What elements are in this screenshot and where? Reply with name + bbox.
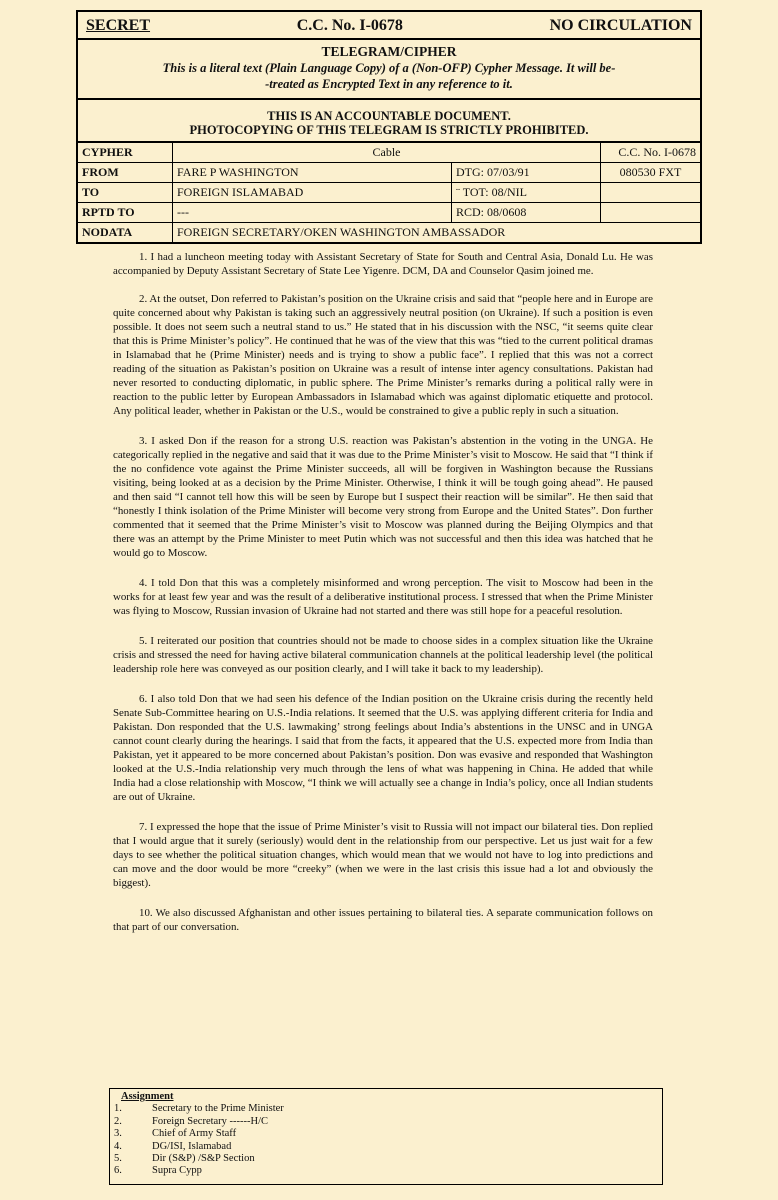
assignment-heading: Assignment: [121, 1091, 174, 1102]
assignment-text: Foreign Secretary ------H/C: [152, 1115, 269, 1127]
assignment-text: DG/ISI, Islamabad: [152, 1140, 232, 1152]
paragraph-3: 3. I asked Don if the reason for a strong U.S. reaction was Pakistan’s abstention in the voting in the UNGA. He categorically replied in the negative and said that it was due to the Prime Minister’s visit to Moscow. He said that “I think if the no confidence vote against the Prime Minister succeeds, all will be forgiven in Washington because the Russians visiting, being looked at as a decision by the Prime Minister. Otherwise, I think it will be tough going ahead”. He paused and then said “I cannot tell how this will be seen by Europe but I suspect their reaction will be similar”. He then said that “honestly I think isolation of the Prime Minister will become very strong from Europe and the United States”. Don further commented that it seemed that the Prime Minister’s visit to Moscow was planned during the Beijing Olympics and that there was an attempt by the Prime Minister to meet Putin which was not successful and then this idea was hatched that he would go to Moscow.: [113, 435, 653, 559]
rcd-value: RCD: 08/0608: [452, 203, 601, 223]
nodata-label: NODATA: [78, 223, 173, 243]
assignment-num: 6.: [114, 1165, 122, 1177]
assignment-num: 1.: [114, 1103, 122, 1115]
telegram-title: TELEGRAM/CIPHER: [321, 44, 457, 59]
paragraph-5: 5. I reiterated our position that countries should not be made to choose sides in a complex situation like the Ukraine crisis and stressed the need for having active bilateral communication channels at the political leadership level (the political leadership role here was conveyed as our position clearly, and I will take it back to my leadership).: [113, 635, 653, 675]
cypher-row: [78, 143, 700, 163]
assignment-item: [110, 1103, 662, 1115]
from-row: [78, 163, 700, 183]
secret-label: SECRET: [86, 17, 151, 34]
rptd-value: ---: [173, 203, 452, 223]
to-value: FOREIGN ISLAMABAD: [173, 183, 452, 203]
telegram-title-box: [78, 40, 700, 100]
assignment-item: [110, 1165, 662, 1177]
rptd-label: RPTD TO: [78, 203, 173, 223]
paragraph-1: 1. I had a luncheon meeting today with Assistant Secretary of State for South and Central Asia, Donald Lu. He was accompanied by Deputy Assistant Secretary of State Lee Yigenre. DCM, DA and Counselor Qasim joined me.: [113, 251, 653, 277]
rptd-row: [78, 203, 700, 223]
accountable-line-1: THIS IS AN ACCOUNTABLE DOCUMENT.: [267, 109, 511, 123]
assignment-box: [109, 1088, 663, 1185]
dtg-value: DTG: 07/03/91: [452, 163, 601, 183]
nodata-value: FOREIGN SECRETARY/OKEN WASHINGTON AMBASSADOR: [173, 223, 701, 243]
tot-value: ¨ TOT: 08/NIL: [452, 183, 601, 203]
accountable-notice: [78, 100, 700, 143]
dtg-time: 080530 FXT: [601, 163, 701, 183]
rcd-empty: [601, 203, 701, 223]
cypher-cc: C.C. No. I-0678: [601, 143, 701, 163]
assignment-text: Dir (S&P) /S&P Section: [152, 1153, 255, 1165]
assignment-item: [110, 1128, 662, 1140]
nodata-row: [78, 223, 700, 243]
classification-row: [78, 12, 700, 40]
circulation-label: NO CIRCULATION: [549, 17, 692, 34]
assignment-item: [110, 1116, 662, 1128]
assignment-num: 5.: [114, 1153, 122, 1165]
assignment-text: Supra Cypp: [152, 1165, 202, 1177]
cc-number: C.C. No. I-0678: [296, 17, 403, 34]
paragraph-4: 4. I told Don that this was a completely misinformed and wrong perception. The visit to Moscow had been in the works for at least few year and was the result of a deliberative institutional process. I stressed that when the Prime Minister was flying to Moscow, Russian invasion of Ukraine had not started and there was still hope for a peaceful resolution.: [113, 577, 653, 617]
accountable-line-2: PHOTOCOPYING OF THIS TELEGRAM IS STRICTLY PROHIBITED.: [189, 123, 589, 137]
assignment-num: 2.: [114, 1115, 122, 1127]
telegram-body: [113, 250, 653, 950]
tot-empty: [601, 183, 701, 203]
paragraph-6: 6. I also told Don that we had seen his defence of the Indian position on the Ukraine crisis during the recently held Senate Sub-Committee hearing on U.S.-India relations. It seemed that the U.S. was applying different criteria for India and Pakistan. Don responded that the U.S. lawmaking’ strong feelings about India’s abstentions in the UNSC and in UNGA cannot count clearly during the hearings. I said that from the facts, it appeared that the U.S. expected more from India than Pakistan, yet it appeared to be more concerned about Pakistan’s position. Don was evasive and responded that Washington looked at the U.S.-India relationship very much through the lens of what was happening in China. He added that while India had a close relationship with Moscow, “I think we will actually see a change in India’s policy, once all Indian students are out of Ukraine.: [113, 693, 653, 803]
assignment-num: 3.: [114, 1128, 122, 1140]
telegram-subtitle-2: -treated as Encrypted Text in any reference to it.: [265, 77, 513, 91]
paragraph-10: 10. We also discussed Afghanistan and other issues pertaining to bilateral ties. A separate communication follows on that part of our conversation.: [113, 907, 653, 933]
cypher-label: CYPHER: [78, 143, 173, 163]
from-label: FROM: [78, 163, 173, 183]
to-row: [78, 183, 700, 203]
cypher-value: Cable: [173, 143, 601, 163]
to-label: TO: [78, 183, 173, 203]
assignment-item: [110, 1141, 662, 1153]
paragraph-2: 2. At the outset, Don referred to Pakistan’s position on the Ukraine crisis and said that “people here and in Europe are quite concerned about why Pakistan is taking such an aggressively neutral position (on Ukraine). If such a position is even possible. It does not seem such a neutral stand to us.” He stated that in his discussion with the NSC, “it seems quite clear that this is Prime Minister’s policy”. He continued that he was of the view that this was “tied to the current political dramas in Islamabad that he (Prime Minister) needs and is trying to show a public face”. I replied that this was not a correct reading of the situation as Pakistan’s position on Ukraine was a result of intense inter agency consultations. Pakistan had never resorted to conducting diplomatic, in public sphere. The Prime Minister’s remarks during a political rally were in reaction to the public letter by European Ambassadors in Islamabad which was against diplomatic etiquette and protocol. Any political leader, whether in Pakistan or the U.S., would be constrained to give a public reply in such a situation.: [113, 293, 653, 417]
assignment-text: Secretary to the Prime Minister: [152, 1103, 284, 1115]
routing-table: [78, 143, 700, 242]
assignment-item: [110, 1153, 662, 1165]
telegram-subtitle-1: This is a literal text (Plain Language Copy) of a (Non-OFP) Cypher Message. It will be-: [162, 61, 616, 75]
telegram-header-box: [76, 10, 702, 244]
from-value: FARE P WASHINGTON: [173, 163, 452, 183]
assignment-text: Chief of Army Staff: [152, 1128, 237, 1140]
assignment-num: 4.: [114, 1140, 122, 1152]
paragraph-7: 7. I expressed the hope that the issue of Prime Minister’s visit to Russia will not impact our bilateral ties. Don replied that I would argue that it surely (seriously) would dent in the relationship from our perspective. Let us just wait for a few days to see whether the political situation changes, which would mean that we would not have to log into predictions and can move and the door would be more “creeky” (when we were in the last crisis this issue had a lot and obviously the biggest).: [113, 821, 653, 889]
